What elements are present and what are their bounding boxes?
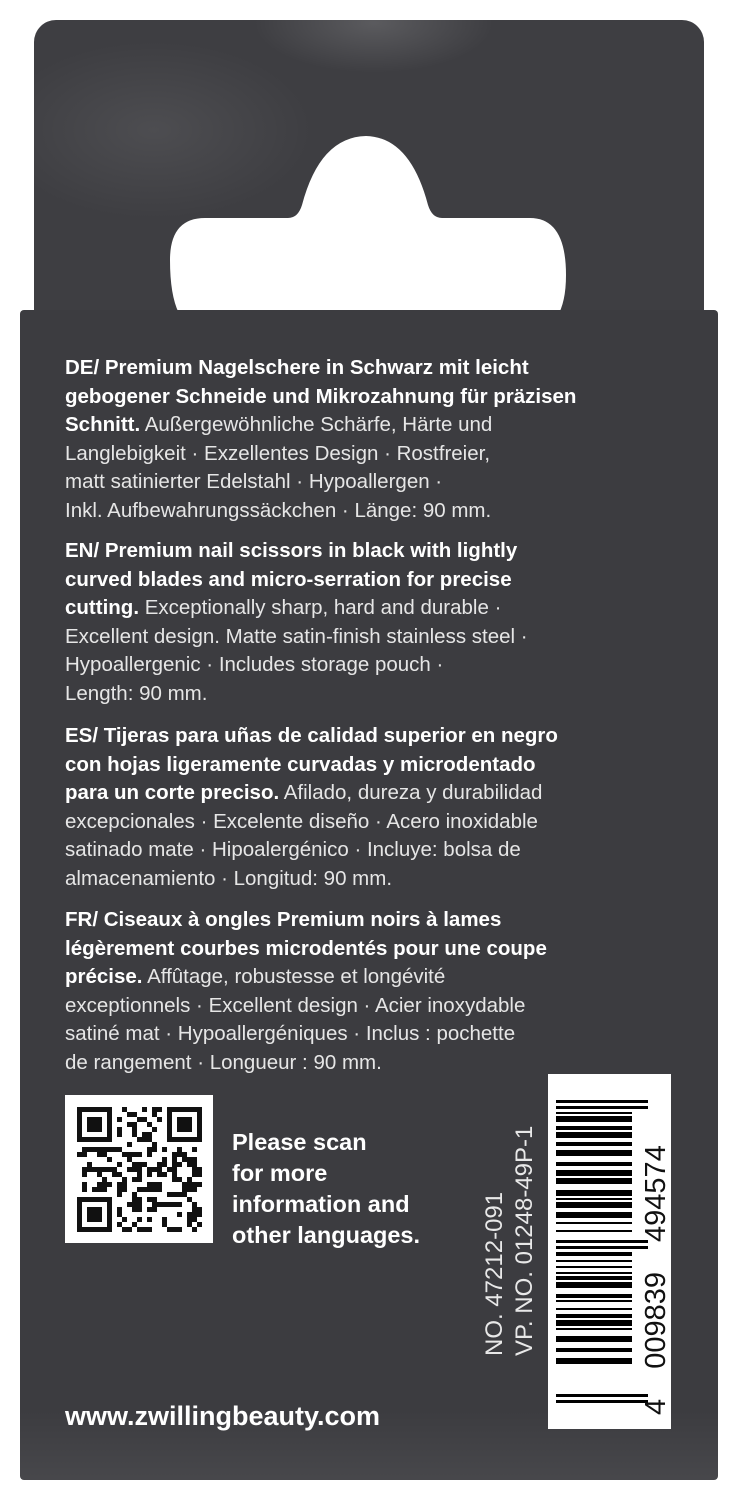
- regular-text: Afilado, dureza y durabilidad: [279, 781, 543, 805]
- qr-module: [182, 1182, 187, 1187]
- qr-module: [187, 1187, 192, 1192]
- qr-module: [112, 1167, 117, 1172]
- qr-module: [167, 1192, 172, 1197]
- description-line: [65, 566, 528, 595]
- qr-module: [127, 1112, 132, 1117]
- description-line: [65, 992, 547, 1021]
- scan-line: other languages.: [232, 1222, 421, 1248]
- qr-module: [172, 1152, 177, 1157]
- qr-module: [187, 1182, 192, 1187]
- barcode-bar: [556, 1314, 632, 1318]
- qr-module: [82, 1152, 87, 1157]
- barcode-bar: [556, 1246, 648, 1249]
- description-line: [65, 1020, 547, 1049]
- qr-module: [162, 1222, 167, 1227]
- barcode-bar: [556, 1394, 648, 1397]
- qr-module: [137, 1202, 142, 1207]
- qr-module: [107, 1157, 112, 1162]
- qr-module: [187, 1212, 192, 1217]
- qr-module: [182, 1192, 187, 1197]
- qr-module: [122, 1107, 127, 1112]
- qr-module: [122, 1187, 127, 1192]
- barcode-bar: [556, 1358, 632, 1364]
- qr-module: [172, 1192, 177, 1197]
- qr-finder: [87, 1207, 102, 1222]
- qr-module: [132, 1132, 137, 1137]
- qr-module: [127, 1227, 132, 1232]
- description-line: [65, 594, 528, 623]
- qr-module: [102, 1152, 107, 1157]
- qr-module: [142, 1132, 147, 1137]
- description-line: [65, 779, 558, 808]
- qr-module: [192, 1157, 197, 1162]
- qr-module: [142, 1162, 147, 1167]
- regular-text: Außergewöhnliche Schärfe, Härte und: [140, 413, 493, 437]
- qr-module: [147, 1197, 152, 1202]
- bold-text: Schnitt.: [65, 413, 141, 437]
- qr-module: [187, 1177, 192, 1182]
- qr-module: [137, 1152, 142, 1157]
- description-line: [65, 354, 576, 383]
- qr-module: [157, 1167, 162, 1172]
- qr-module: [117, 1117, 122, 1122]
- qr-module: [192, 1227, 197, 1232]
- barcode-first-digit: 4: [640, 1398, 672, 1415]
- description-line: [65, 383, 576, 412]
- qr-module: [122, 1182, 127, 1187]
- website-url[interactable]: www.zwillingbeauty.com: [65, 1401, 381, 1431]
- qr-module: [82, 1182, 87, 1187]
- bold-text: con hojas ligeramente curvadas y microdentado: [65, 752, 536, 776]
- qr-module: [187, 1222, 192, 1227]
- qr-module: [122, 1152, 127, 1157]
- qr-module: [157, 1162, 162, 1167]
- qr-module: [127, 1167, 132, 1172]
- description-line: [65, 468, 576, 497]
- barcode-bar: [556, 1162, 632, 1166]
- qr-module: [117, 1147, 122, 1152]
- qr-module: [117, 1192, 122, 1197]
- qr-module: [132, 1167, 137, 1172]
- qr-module: [197, 1222, 202, 1227]
- qr-module: [137, 1187, 142, 1192]
- description-line: [65, 497, 576, 526]
- regular-text: Exceptionally sharp, hard and durable ·: [139, 596, 502, 620]
- qr-module: [172, 1167, 177, 1172]
- qr-module: [107, 1182, 112, 1187]
- bold-text: ES/ Tijeras para uñas de calidad superior en negro: [65, 724, 558, 747]
- barcode-bar: [556, 1222, 632, 1224]
- qr-module: [117, 1222, 122, 1227]
- qr-module: [192, 1217, 197, 1222]
- regular-text: Excellent design. Matte satin-finish stainless steel ·: [65, 624, 528, 648]
- bold-text: FR/ Ciseaux à ongles Premium noirs à lames: [65, 908, 502, 931]
- qr-module: [152, 1167, 157, 1172]
- qr-module: [117, 1187, 122, 1192]
- qr-module: [197, 1167, 202, 1172]
- qr-module: [127, 1152, 132, 1157]
- qr-module: [102, 1167, 107, 1172]
- bold-text: cutting.: [65, 596, 140, 620]
- description-es: [65, 722, 558, 894]
- qr-module: [137, 1172, 142, 1177]
- qr-module: [157, 1202, 162, 1207]
- bold-text: gebogener Schneide und Mikrozahnung für präzisen: [65, 384, 577, 408]
- qr-module: [147, 1132, 152, 1137]
- description-line: [65, 865, 558, 894]
- qr-module: [167, 1167, 172, 1172]
- qr-module: [132, 1112, 137, 1117]
- description-line: [65, 680, 528, 709]
- qr-code[interactable]: [65, 1095, 213, 1243]
- description-line: [65, 411, 576, 440]
- qr-module: [147, 1227, 152, 1232]
- bold-text: curved blades and micro-serration for precise: [65, 567, 512, 591]
- qr-module: [102, 1147, 107, 1152]
- qr-module: [82, 1167, 87, 1172]
- barcode-bar: [556, 1240, 648, 1243]
- regular-text: Inkl. Aufbewahrungssäckchen · Länge: 90 mm.: [65, 498, 492, 522]
- description-line: [65, 722, 558, 751]
- qr-module: [122, 1177, 127, 1182]
- barcode-bar: [556, 1190, 632, 1196]
- qr-module: [142, 1187, 147, 1192]
- barcode-bar: [556, 1282, 632, 1288]
- description-line: [65, 935, 547, 964]
- qr-module: [137, 1217, 142, 1222]
- barcode-bar: [556, 1142, 632, 1146]
- barcode-bar: [556, 1202, 632, 1208]
- qr-module: [152, 1207, 157, 1212]
- vp-number: VP. NO. 01248-49P-1: [511, 1125, 538, 1356]
- hang-hole: [0, 0, 738, 340]
- qr-module: [132, 1162, 137, 1167]
- qr-module: [82, 1172, 87, 1177]
- qr-module: [117, 1212, 122, 1217]
- qr-module: [152, 1142, 157, 1147]
- qr-module: [192, 1167, 197, 1172]
- qr-module: [137, 1197, 142, 1202]
- description-line: [65, 808, 558, 837]
- qr-module: [122, 1227, 127, 1232]
- qr-module: [87, 1167, 92, 1172]
- qr-module: [147, 1207, 152, 1212]
- description-line: [65, 751, 558, 780]
- product-codes: [480, 1126, 540, 1356]
- qr-module: [177, 1177, 182, 1182]
- qr-module: [192, 1187, 197, 1192]
- qr-module: [137, 1207, 142, 1212]
- qr-module: [132, 1152, 137, 1157]
- scan-instructions: [232, 1127, 420, 1251]
- qr-module: [77, 1152, 82, 1157]
- qr-module: [132, 1207, 137, 1212]
- barcode-right-group: 494574: [640, 1145, 672, 1242]
- barcode-bar: [556, 1272, 632, 1274]
- qr-module: [172, 1162, 177, 1167]
- qr-module: [177, 1227, 182, 1232]
- qr-module: [182, 1157, 187, 1162]
- description-de: [65, 354, 576, 526]
- qr-module: [142, 1227, 147, 1232]
- qr-module: [152, 1112, 157, 1117]
- qr-module: [172, 1177, 177, 1182]
- qr-module: [137, 1227, 142, 1232]
- qr-module: [172, 1172, 177, 1177]
- barcode-bar: [556, 1116, 632, 1122]
- barcode-bar: [556, 1106, 648, 1109]
- qr-module: [167, 1227, 172, 1232]
- qr-module: [82, 1147, 87, 1152]
- qr-module: [132, 1177, 137, 1182]
- article-number: NO. 47212-091: [481, 1191, 508, 1356]
- qr-module: [117, 1207, 122, 1212]
- qr-module: [152, 1197, 157, 1202]
- qr-module: [152, 1182, 157, 1187]
- qr-module: [147, 1187, 152, 1192]
- regular-text: Langlebigkeit · Exzellentes Design · Rostfreier,: [65, 441, 491, 465]
- bold-text: légèrement courbes microdentés pour une coupe: [65, 936, 547, 960]
- qr-module: [97, 1152, 102, 1157]
- qr-module: [192, 1207, 197, 1212]
- description-fr: [65, 906, 547, 1078]
- regular-text: satiné mat · Hypoallergéniques · Inclus : pochette: [65, 1022, 516, 1046]
- qr-module: [132, 1127, 137, 1132]
- scan-line: information and: [232, 1191, 410, 1217]
- qr-module: [187, 1217, 192, 1222]
- description-line: [65, 440, 576, 469]
- qr-module: [192, 1162, 197, 1167]
- regular-text: Affûtage, robustesse et longévité: [142, 965, 446, 989]
- qr-module: [97, 1147, 102, 1152]
- qr-module: [152, 1202, 157, 1207]
- qr-module: [177, 1192, 182, 1197]
- description-line: [65, 623, 528, 652]
- bold-text: précise.: [65, 965, 143, 989]
- description-line: [65, 836, 558, 865]
- qr-module: [177, 1212, 182, 1217]
- qr-module: [107, 1167, 112, 1172]
- barcode-digits: [640, 1145, 673, 1415]
- qr-module: [197, 1212, 202, 1217]
- qr-module: [112, 1172, 117, 1177]
- barcode-bar: [556, 1328, 632, 1330]
- barcode-bar: [556, 1150, 632, 1156]
- qr-module: [147, 1147, 152, 1152]
- qr-module: [172, 1202, 177, 1207]
- qr-module: [82, 1187, 87, 1192]
- barcode-bar: [556, 1132, 632, 1138]
- scan-line: for more: [232, 1160, 328, 1186]
- bold-text: EN/ Premium nail scissors in black with lightly: [65, 539, 518, 562]
- bold-text: para un corte preciso.: [65, 781, 280, 805]
- barcode-bar: [556, 1212, 632, 1218]
- description-line: [65, 963, 547, 992]
- qr-module: [132, 1197, 137, 1202]
- qr-module: [152, 1147, 157, 1152]
- barcode-bar: [556, 1400, 648, 1403]
- barcode-bar: [556, 1336, 632, 1342]
- qr-module: [162, 1172, 167, 1177]
- qr-module: [127, 1122, 132, 1127]
- barcode-bar: [556, 1252, 632, 1256]
- barcode-bar: [556, 1230, 632, 1232]
- qr-module: [112, 1147, 117, 1152]
- qr-module: [157, 1172, 162, 1177]
- qr-module: [97, 1167, 102, 1172]
- barcode-bar: [556, 1260, 632, 1262]
- qr-module: [137, 1177, 142, 1182]
- scan-line: Please scan: [232, 1129, 367, 1155]
- qr-module: [152, 1187, 157, 1192]
- qr-module: [147, 1122, 152, 1127]
- qr-module: [102, 1187, 107, 1192]
- qr-module: [132, 1192, 137, 1197]
- qr-module: [87, 1162, 92, 1167]
- qr-module: [192, 1182, 197, 1187]
- regular-text: almacenamiento · Longitud: 90 mm.: [65, 866, 393, 890]
- qr-module: [192, 1147, 197, 1152]
- qr-module: [162, 1202, 167, 1207]
- qr-module: [192, 1172, 197, 1177]
- qr-module: [157, 1107, 162, 1112]
- qr-module: [127, 1157, 132, 1162]
- description-line: [65, 651, 528, 680]
- qr-module: [147, 1217, 152, 1222]
- qr-module: [127, 1202, 132, 1207]
- qr-module: [132, 1222, 137, 1227]
- description-line: [65, 1049, 547, 1078]
- qr-module: [87, 1147, 92, 1152]
- qr-module: [132, 1202, 137, 1207]
- qr-module: [152, 1127, 157, 1132]
- qr-module: [197, 1182, 202, 1187]
- qr-module: [162, 1217, 167, 1222]
- qr-module: [92, 1187, 97, 1192]
- qr-module: [97, 1187, 102, 1192]
- barcode-bar: [556, 1178, 632, 1184]
- qr-module: [132, 1122, 137, 1127]
- barcode-bar: [556, 1348, 632, 1352]
- qr-module: [152, 1107, 157, 1112]
- qr-module: [117, 1162, 122, 1167]
- qr-module: [102, 1177, 107, 1182]
- qr-module: [92, 1167, 97, 1172]
- qr-module: [177, 1202, 182, 1207]
- qr-module: [157, 1187, 162, 1192]
- qr-module: [172, 1227, 177, 1232]
- qr-module: [127, 1142, 132, 1147]
- qr-module: [157, 1117, 162, 1122]
- barcode-bar: [556, 1294, 632, 1298]
- qr-module: [167, 1202, 172, 1207]
- barcode-bar: [556, 1126, 632, 1130]
- barcode-bar: [556, 1170, 632, 1176]
- qr-module: [147, 1182, 152, 1187]
- regular-text: de rangement · Longueur : 90 mm.: [65, 1050, 382, 1074]
- qr-module: [147, 1137, 152, 1142]
- qr-module: [107, 1147, 112, 1152]
- barcode-bar: [556, 1100, 648, 1103]
- qr-module: [122, 1217, 127, 1222]
- qr-module: [172, 1157, 177, 1162]
- qr-module: [97, 1182, 102, 1187]
- qr-module: [187, 1157, 192, 1162]
- qr-module: [192, 1202, 197, 1207]
- regular-text: Hypoallergenic · Includes storage pouch ·: [65, 653, 444, 677]
- barcode-left-group: 009839: [640, 1272, 672, 1369]
- qr-module: [117, 1132, 122, 1137]
- qr-module: [182, 1152, 187, 1157]
- qr-module: [162, 1157, 167, 1162]
- qr-module: [147, 1167, 152, 1172]
- barcode-bar: [556, 1300, 632, 1302]
- barcode-bar: [556, 1276, 632, 1280]
- qr-module: [197, 1172, 202, 1177]
- description-line: [65, 906, 547, 935]
- qr-module: [147, 1172, 152, 1177]
- qr-module: [182, 1187, 187, 1192]
- qr-module: [102, 1182, 107, 1187]
- qr-module: [92, 1147, 97, 1152]
- qr-module: [147, 1152, 152, 1157]
- qr-module: [162, 1147, 167, 1152]
- qr-module: [177, 1147, 182, 1152]
- qr-module: [177, 1162, 182, 1167]
- qr-module: [192, 1212, 197, 1217]
- regular-text: satinado mate · Hipoalergénico · Incluye: bolsa de: [65, 838, 521, 862]
- qr-module: [187, 1162, 192, 1167]
- barcode-bar: [556, 1198, 632, 1200]
- qr-module: [117, 1127, 122, 1132]
- barcode-bar: [556, 1320, 632, 1326]
- qr-module: [142, 1137, 147, 1142]
- qr-module: [117, 1172, 122, 1177]
- barcode-bar: [556, 1112, 632, 1114]
- qr-module: [142, 1107, 147, 1112]
- qr-module: [137, 1117, 142, 1122]
- qr-module: [162, 1162, 167, 1167]
- qr-module: [137, 1167, 142, 1172]
- qr-module: [137, 1162, 142, 1167]
- qr-module: [187, 1197, 192, 1202]
- regular-text: excepcionales · Excelente diseño · Acero inoxidable: [65, 809, 538, 833]
- qr-module: [197, 1207, 202, 1212]
- bold-text: DE/ Premium Nagelschere in Schwarz mit leicht: [65, 356, 529, 379]
- qr-module: [117, 1182, 122, 1187]
- barcode-bar: [556, 1308, 632, 1310]
- qr-module: [97, 1172, 102, 1177]
- qr-module: [137, 1137, 142, 1142]
- qr-finder: [87, 1117, 102, 1132]
- barcode-bar: [556, 1266, 632, 1268]
- regular-text: matt satinierter Edelstahl · Hypoallergen ·: [65, 470, 443, 494]
- qr-finder: [177, 1117, 192, 1132]
- qr-module: [157, 1182, 162, 1187]
- description-en: [65, 537, 528, 709]
- regular-text: Length: 90 mm.: [65, 681, 208, 705]
- qr-module: [177, 1152, 182, 1157]
- description-line: [65, 537, 528, 566]
- qr-module: [142, 1117, 147, 1122]
- regular-text: exceptionnels · Excellent design · Acier inoxydable: [65, 993, 526, 1017]
